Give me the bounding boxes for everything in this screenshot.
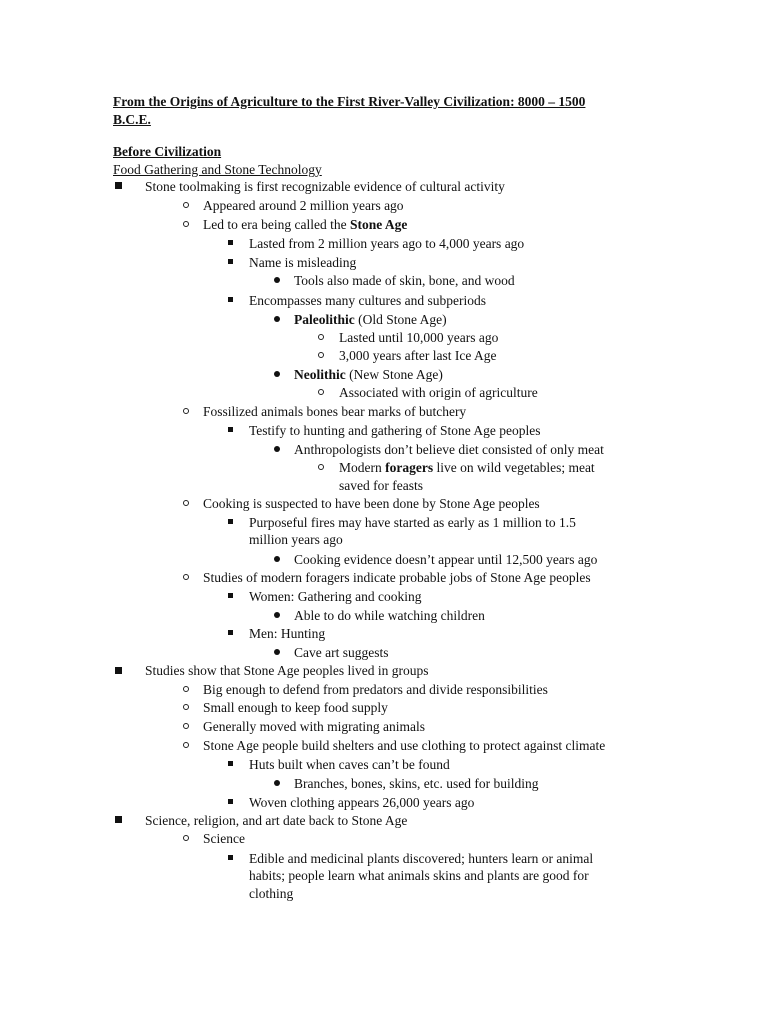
list-item — [294, 311, 447, 329]
list-item: Name is misleading — [249, 255, 357, 270]
list-item: Woven clothing appears 26,000 years ago — [249, 795, 475, 810]
list-item: Huts built when caves can’t be found — [249, 757, 450, 772]
term-foragers: foragers — [385, 460, 434, 475]
title-line: From the Origins of Agriculture to the First River-Valley Civilization: 8000 – 1500 — [113, 94, 586, 109]
list-item: Cave art suggests — [294, 645, 389, 660]
list-item-text: live on wild vegetables; meat — [433, 460, 595, 475]
list-item: Men: Hunting — [249, 626, 326, 641]
circle-bullet-icon — [183, 574, 189, 580]
list-item-continuation: clothing — [249, 886, 294, 901]
small-square-bullet-icon — [228, 855, 233, 860]
list-item: Tools also made of skin, bone, and wood — [294, 273, 515, 288]
small-square-bullet-icon — [228, 593, 233, 598]
circle-bullet-icon — [183, 835, 189, 841]
circle-bullet-icon — [318, 334, 324, 340]
list-item: Women: Gathering and cooking — [249, 589, 422, 604]
small-square-bullet-icon — [228, 427, 233, 432]
square-bullet-icon — [115, 667, 122, 674]
list-item: Science, religion, and art date back to Stone Age — [145, 813, 408, 828]
small-square-bullet-icon — [228, 259, 233, 264]
term-paleolithic: Paleolithic — [294, 312, 355, 327]
list-item: Generally moved with migrating animals — [203, 719, 425, 734]
list-item — [339, 459, 595, 477]
list-item: Small enough to keep food supply — [203, 700, 388, 715]
dot-bullet-icon — [274, 277, 280, 283]
circle-bullet-icon — [318, 464, 324, 470]
list-item: Cooking is suspected to have been done by Stone Age peoples — [203, 496, 540, 511]
small-square-bullet-icon — [228, 297, 233, 302]
dot-bullet-icon — [274, 612, 280, 618]
list-item-text: Modern — [339, 460, 386, 475]
term-stone-age: Stone Age — [349, 217, 408, 232]
circle-bullet-icon — [318, 389, 324, 395]
small-square-bullet-icon — [228, 799, 233, 804]
list-item: Big enough to defend from predators and divide responsibilities — [203, 682, 548, 697]
list-item: Science — [203, 831, 245, 846]
dot-bullet-icon — [274, 649, 280, 655]
list-item: Studies show that Stone Age peoples lived in groups — [145, 663, 429, 678]
list-item: Anthropologists don’t believe diet consisted of only meat — [294, 442, 604, 457]
circle-bullet-icon — [183, 723, 189, 729]
square-bullet-icon — [115, 816, 122, 823]
term-neolithic: Neolithic — [294, 367, 346, 382]
list-item: Appeared around 2 million years ago — [203, 198, 404, 213]
list-item: Lasted from 2 million years ago to 4,000 years ago — [249, 236, 525, 251]
list-item-text: (New Stone Age) — [345, 367, 443, 382]
list-item: Branches, bones, skins, etc. used for building — [294, 776, 539, 791]
list-item: Encompasses many cultures and subperiods — [249, 293, 486, 308]
small-square-bullet-icon — [228, 519, 233, 524]
list-item — [294, 366, 443, 384]
circle-bullet-icon — [183, 704, 189, 710]
circle-bullet-icon — [183, 221, 189, 227]
small-square-bullet-icon — [228, 240, 233, 245]
circle-bullet-icon — [183, 686, 189, 692]
dot-bullet-icon — [274, 446, 280, 452]
title-line: B.C.E. — [113, 112, 151, 127]
list-item: Stone toolmaking is first recognizable evidence of cultural activity — [145, 179, 505, 194]
list-item: Purposeful fires may have started as early as 1 million to 1.5 — [249, 515, 576, 530]
list-item — [203, 216, 407, 234]
list-item-continuation: habits; people learn what animals skins and plants are good for — [249, 868, 589, 883]
list-item: Studies of modern foragers indicate probable jobs of Stone Age peoples — [203, 570, 591, 585]
dot-bullet-icon — [274, 556, 280, 562]
small-square-bullet-icon — [228, 630, 233, 635]
list-item-text: (Old Stone Age) — [354, 312, 447, 327]
circle-bullet-icon — [183, 742, 189, 748]
subsection-heading: Food Gathering and Stone Technology — [113, 162, 322, 177]
circle-bullet-icon — [183, 202, 189, 208]
section-heading: Before Civilization — [113, 144, 222, 159]
list-item: Able to do while watching children — [294, 608, 485, 623]
list-item-continuation: saved for feasts — [339, 478, 423, 493]
list-item: Associated with origin of agriculture — [339, 385, 538, 400]
document-title — [113, 93, 673, 129]
dot-bullet-icon — [274, 371, 280, 377]
list-item: 3,000 years after last Ice Age — [339, 348, 497, 363]
list-item: Lasted until 10,000 years ago — [339, 330, 499, 345]
list-item-text: Led to era being called the — [203, 217, 350, 232]
circle-bullet-icon — [183, 408, 189, 414]
square-bullet-icon — [115, 182, 122, 189]
circle-bullet-icon — [183, 500, 189, 506]
list-item: Cooking evidence doesn’t appear until 12,500 years ago — [294, 552, 598, 567]
dot-bullet-icon — [274, 780, 280, 786]
small-square-bullet-icon — [228, 761, 233, 766]
dot-bullet-icon — [274, 316, 280, 322]
circle-bullet-icon — [318, 352, 324, 358]
list-item: Fossilized animals bones bear marks of butchery — [203, 404, 467, 419]
list-item: Testify to hunting and gathering of Stone Age peoples — [249, 423, 541, 438]
list-item: Edible and medicinal plants discovered; hunters learn or animal — [249, 851, 594, 866]
list-item-continuation: million years ago — [249, 532, 343, 547]
list-item: Stone Age people build shelters and use clothing to protect against climate — [203, 738, 606, 753]
